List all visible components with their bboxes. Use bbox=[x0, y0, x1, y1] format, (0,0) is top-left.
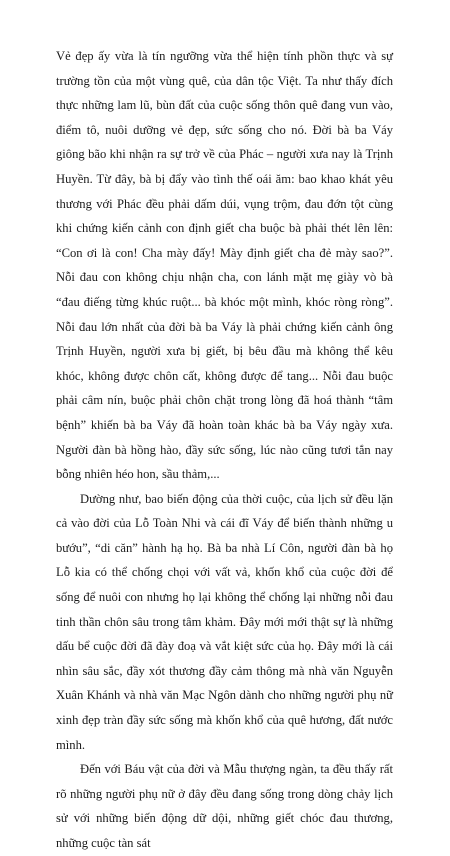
paragraph-3: Đến với Báu vật của đời và Mẫu thượng ngàn, ta đều thấy rất rõ những người phụ nữ ở đây đều đang sống trong dòng chảy lịch sử với những biến động dữ dội, những giết chóc đau thương, những cuộc tàn sát bbox=[56, 762, 393, 850]
paragraph-1: Vẻ đẹp ấy vừa là tín ngưỡng vừa thể hiện tính phồn thực và sự trường tồn của một vùng quê, của dân tộc Việt. Ta như thấy đích thực những lam lũ, bùn đất của cuộc sống thôn quê đang vun vào, điểm tô, nuôi dưỡng vẻ đẹp, sức sống cho nó. Đời bà ba Váy giông bão khi nhận ra sự trở về của Phác – người xưa nay là Trịnh Huyền. Từ đây, bà bị đẩy vào tình thế oái ăm: bao khao khát yêu thương với Phác đều phải dấm dúi, vụng trộm, đau đớn tột cùng khi chứng kiến cảnh con định giết cha buộc bà phải thét lên lên: “Con ơi là con! Cha mày đấy! Mày định giết cha đẻ mày sao?”. Nỗi đau con không chịu nhận cha, con lánh mặt mẹ giày vò bà “đau điếng từng khúc ruột... bà khóc một mình, khóc ròng ròng”. Nỗi đau lớn nhất của đời bà ba Váy là phải chứng kiến cảnh ông Trịnh Huyền, người xưa bị giết, bị bêu đầu mà không thể kêu khóc, không được chôn cất, không được để tang... Nỗi đau buộc phải câm nín, buộc phải chôn chặt trong lòng đã hoá thành “tâm bệnh” khiến bà ba Váy đã hoàn toàn khác bà ba Váy ngày xưa. Người đàn bà hồng hào, đầy sức sống, lúc nào cũng tươi tắn nay bỗng nhiên héo hon, sầu thảm,... bbox=[56, 49, 393, 482]
body-text bbox=[56, 44, 393, 856]
paragraph-2: Dường như, bao biến động của thời cuộc, của lịch sử đều lặn cả vào đời của Lỗ Toàn Nhi và cái đĩ Váy để biến thành những u bướu”, “di căn” hành hạ họ. Bà ba nhà Lí Côn, người đàn bà họ Lỗ kia có thể chống chọi với vất vả, khốn khổ của cuộc đời để sống để nuôi con nhưng họ lại không thể chống lại những nỗi đau tinh thần chôn sâu trong tâm khảm. Đây mới mới thật sự là những dấu bể cuộc đời đã đày đoạ và vắt kiệt sức của họ. Đây mới là cái nhìn sâu sắc, đầy xót thương đầy cảm thông mà nhà văn Nguyễn Xuân Khánh và nhà văn Mạc Ngôn dành cho những người phụ nữ xinh đẹp tràn đầy sức sống mà khốn khổ của quê hương, đất nước mình. bbox=[56, 491, 393, 752]
